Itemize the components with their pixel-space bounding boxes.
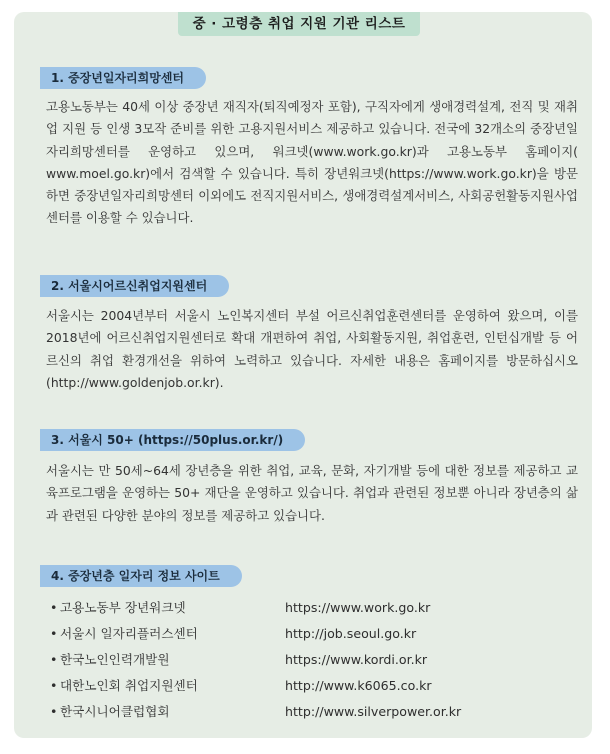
- site-url-link[interactable]: http://www.k6065.co.kr: [285, 678, 432, 693]
- site-name: 한국시니어클럽협회: [60, 704, 170, 719]
- section-header-label: 2. 서울시어르신취업지원센터: [51, 279, 208, 293]
- section-body-1: 고용노동부는 40세 이상 중장년 재직자(퇴직예정자 포함), 구직자에게 생애경력설계, 전직 및 재취업 지원 등 인생 3모작 준비를 위한 고용지원서비스 제공하고 있습니다. 전국에 32개소의 중장년일자리희망센터를 운영하고 있으며, 워크넷(www.work.go.kr)과 고용노동부 홈페이지( www.moel.go.kr)에서 검색할 수 있습니다. 특히 장년워크넷(https://www.work.go.kr)을 방문하면 중장년일자리희망센터 이외에도 전직지원서비스, 생애경력설계서비스, 사회공헌활동지원사업센터를 이용할 수 있습니다.: [46, 99, 578, 226]
- site-url-link[interactable]: https://www.kordi.or.kr: [285, 652, 428, 667]
- section-body-2: 서울시는 2004년부터 서울시 노인복지센터 부설 어르신취업훈련센터를 운영하여 왔으며, 이를 2018년에 어르신취업지원센터로 확대 개편하여 취업, 사회활동지원, 취업훈련, 인턴십개발 등 어르신의 취업 환경개선을 위하여 노력하고 있습니다. 자세한 내용은 홈페이지를 방문하십시오(http://www.goldenjob.or.kr).: [46, 308, 578, 390]
- site-name: 고용노동부 장년워크넷: [60, 600, 186, 615]
- site-name: 서울시 일자리플러스센터: [60, 626, 198, 641]
- bullet-icon: •: [50, 626, 58, 641]
- bullet-icon: •: [50, 704, 58, 719]
- bullet-icon: •: [50, 652, 58, 667]
- bullet-icon: •: [50, 678, 58, 693]
- section-header-2: [40, 275, 229, 297]
- page-title: 중 · 고령층 취업 지원 기관 리스트: [178, 12, 420, 36]
- section-header-1: [40, 67, 206, 89]
- bullet-icon: •: [50, 600, 58, 615]
- section-header-label: 3. 서울시 50+ (https://50plus.or.kr/): [51, 433, 284, 447]
- site-url-link[interactable]: http://job.seoul.go.kr: [285, 626, 417, 641]
- site-name: 대한노인회 취업지원센터: [60, 678, 198, 693]
- section-header-3: [40, 429, 305, 451]
- site-list-item: [50, 624, 570, 644]
- site-list-item: [50, 676, 570, 696]
- site-url-link[interactable]: https://www.work.go.kr: [285, 600, 431, 615]
- section-header-label: 1. 중장년일자리희망센터: [51, 71, 185, 85]
- site-list-item: [50, 598, 570, 618]
- section-header-label: 4. 중장년층 일자리 정보 사이트: [51, 569, 220, 583]
- section-body-3: 서울시는 만 50세~64세 장년층을 위한 취업, 교육, 문화, 자기개발 등에 대한 정보를 제공하고 교육프로그램을 운영하는 50+ 재단을 운영하고 있습니다. 취업과 관련된 정보뿐 아니라 장년층의 삶과 관련된 다양한 분야의 정보를 제공하고 있습니다.: [46, 463, 578, 523]
- section-header-4: [40, 565, 242, 587]
- site-list-item: [50, 650, 570, 670]
- site-url-link[interactable]: http://www.silverpower.or.kr: [285, 704, 462, 719]
- site-name: 한국노인인력개발원: [60, 652, 170, 667]
- site-list-item: [50, 702, 570, 722]
